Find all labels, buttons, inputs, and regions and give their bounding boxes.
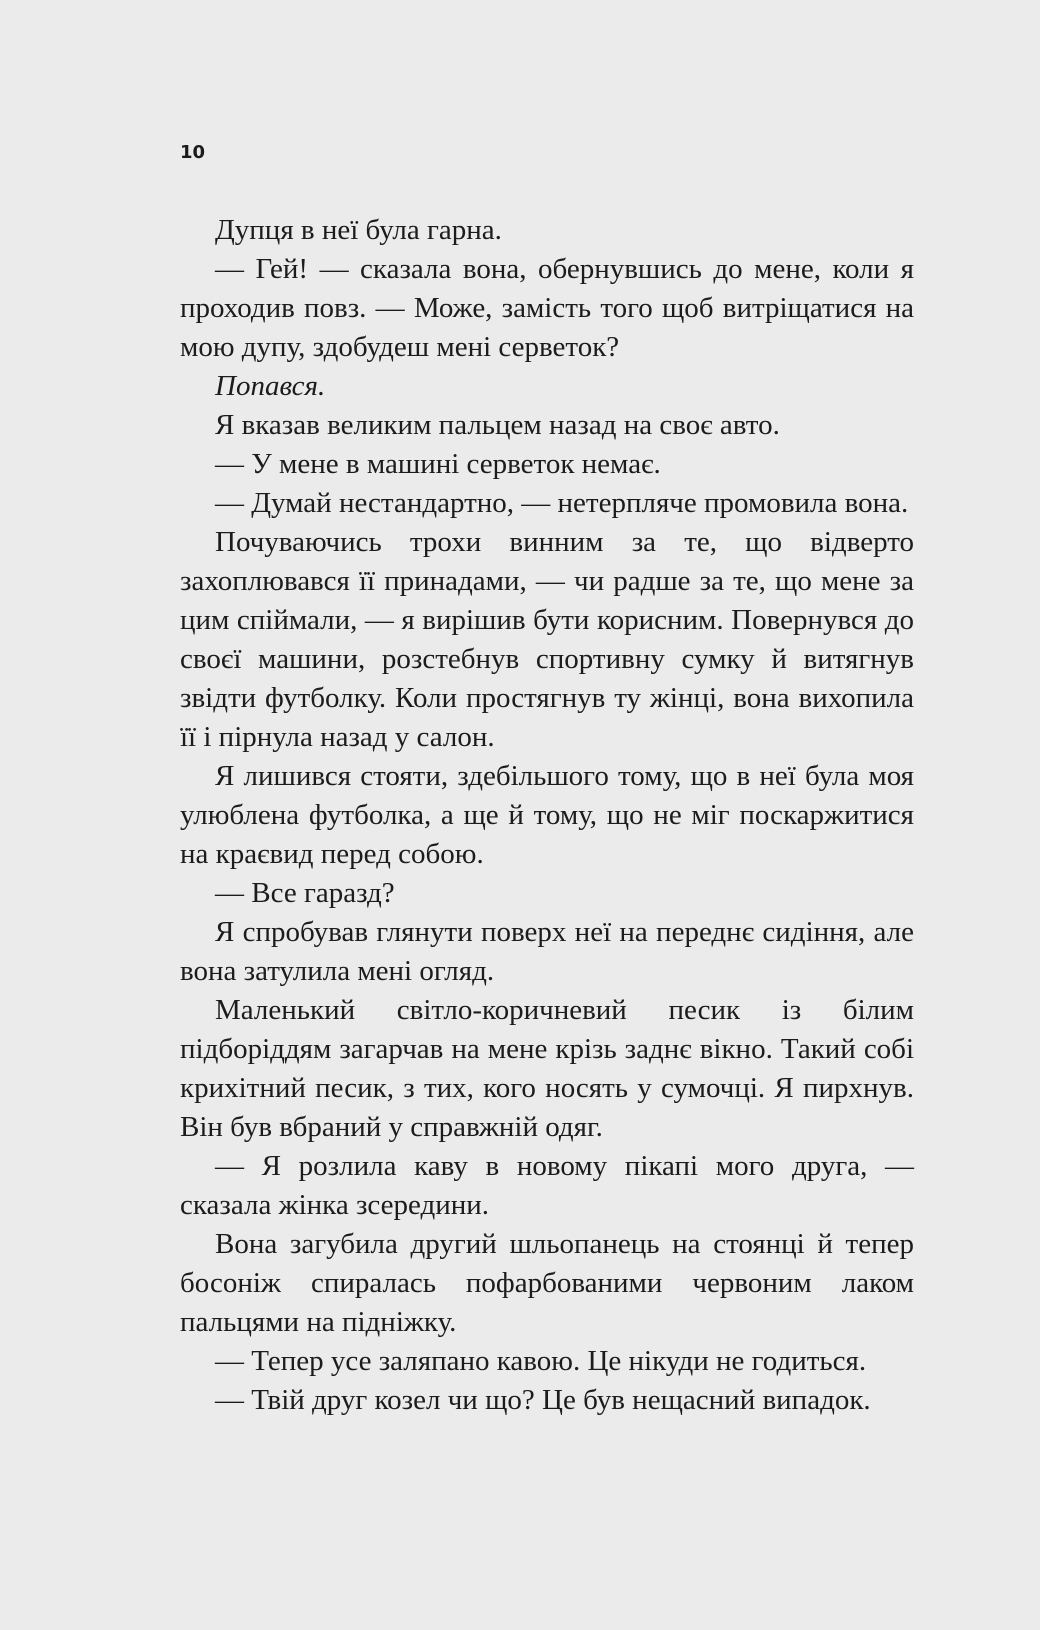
paragraph: Я спробував глянути поверх неї на переднє сидіння, але вона затулила мені огляд. bbox=[180, 916, 914, 987]
paragraph: Маленький світло-коричневий песик із білим підборіддям загарчав на мене крізь заднє вікно. Такий собі крихітний песик, з тих, кого носять у сумочці. Я пирхнув. Він був вбраний у справжній одяг. bbox=[180, 994, 914, 1143]
paragraph: — Все гаразд? bbox=[215, 877, 395, 909]
paragraph: — Тепер усе заляпано кавою. Це нікуди не годиться. bbox=[215, 1345, 867, 1377]
paragraph: — У мене в машині серветок немає. bbox=[215, 448, 661, 480]
paragraph: Дупця в неї була гарна. bbox=[215, 214, 502, 246]
paragraph-italic: Попався. bbox=[215, 370, 326, 402]
paragraph: Я вказав великим пальцем назад на своє авто. bbox=[215, 409, 780, 441]
paragraph: — Я розлила каву в новому пікапі мого друга, — сказала жінка зсередини. bbox=[180, 1150, 914, 1221]
body-text bbox=[180, 211, 914, 1420]
paragraph: Почуваючись трохи винним за те, що відверто захоплювався її принадами, — чи радше за те, що мене за цим спіймали, — я вирішив бути корисним. Повернувся до своєї машини, розстебнув спортивну сумку й витягнув звідти футболку. Коли простягнув ту жінці, вона вихопила її і пірнула назад у салон. bbox=[180, 526, 914, 753]
paragraph: — Гей! — сказала вона, обернувшись до мене, коли я проходив повз. — Може, замість того щоб витріщатися на мою дупу, здобудеш мені серветок? bbox=[180, 253, 914, 363]
paragraph: Вона загубила другий шльопанець на стоянці й тепер босоніж спиралась пофарбованими червоним лаком пальцями на підніжку. bbox=[180, 1228, 914, 1338]
paragraph: — Думай нестандартно, — нетерпляче промовила вона. bbox=[215, 487, 909, 519]
paragraph: — Твій друг козел чи що? Це був нещасний випадок. bbox=[215, 1384, 871, 1416]
paragraph: Я лишився стояти, здебільшого тому, що в неї була моя улюблена футболка, а ще й тому, що не міг поскаржитися на краєвид перед собою. bbox=[180, 760, 914, 870]
page-number: 10 bbox=[180, 142, 206, 163]
